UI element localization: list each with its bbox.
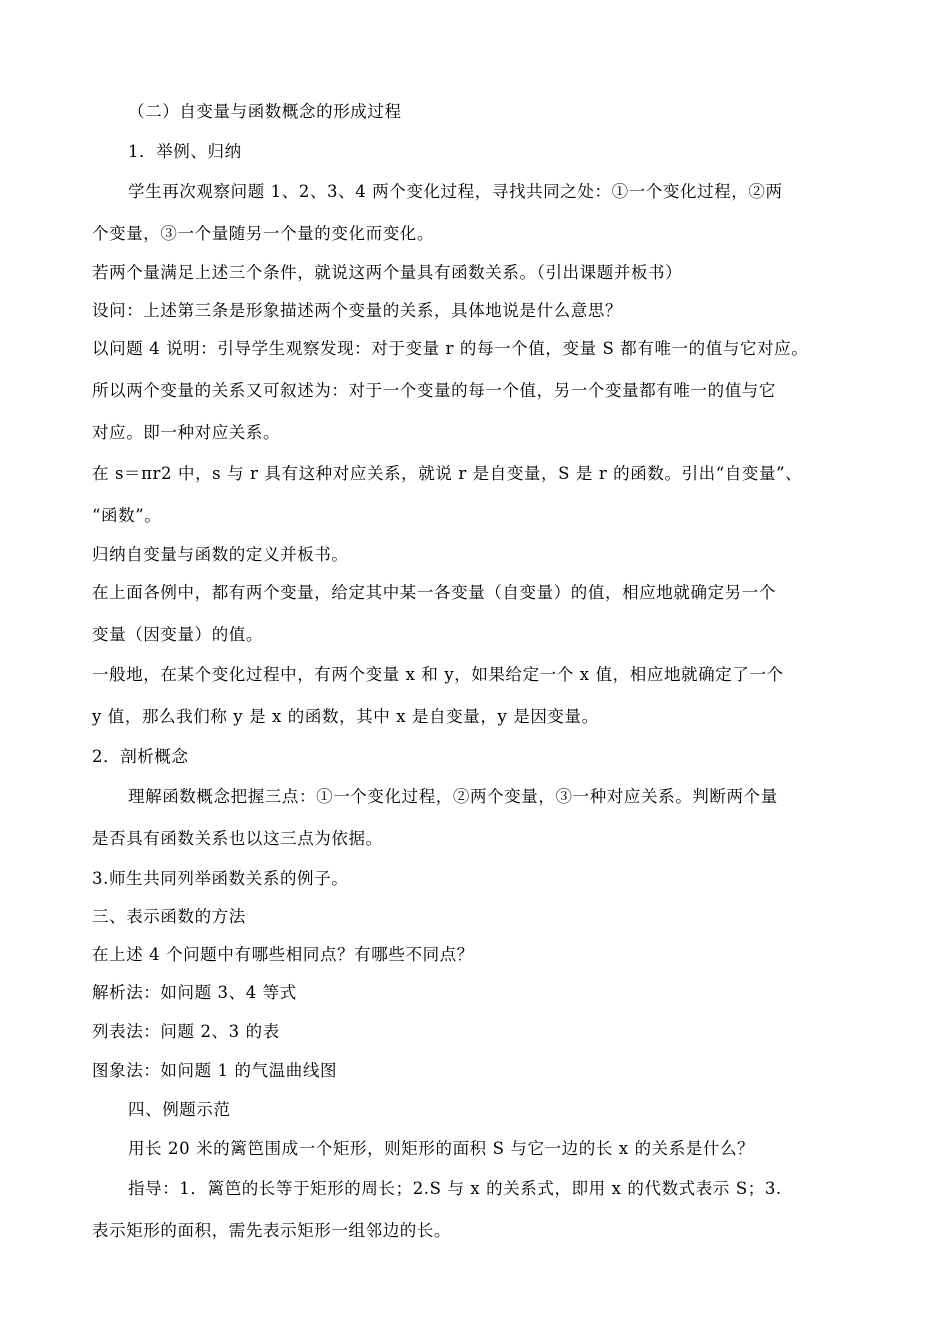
- paragraph-line: 若两个量满足上述三个条件，就说这两个量具有函数关系。（引出课题并板书）: [92, 263, 683, 282]
- section-heading-examples: 四、例题示范: [128, 1100, 231, 1119]
- paragraph-line: 变量（因变量）的值。: [92, 625, 263, 644]
- paragraph-line: 列表法：问题 2、3 的表: [92, 1022, 280, 1041]
- subheading-examples-induction: 1．举例、归纳: [128, 142, 242, 161]
- subheading-analyze-concept: 2．剖析概念: [92, 747, 189, 766]
- paragraph-line: 在上面各例中，都有两个变量，给定其中某一各变量（自变量）的值，相应地就确定另一个: [92, 583, 776, 602]
- paragraph-line: 理解函数概念把握三点：①一个变化过程，②两个变量，③一种对应关系。判断两个量: [128, 787, 778, 806]
- paragraph-line: 3.师生共同列举函数关系的例子。: [92, 869, 349, 888]
- paragraph-line: 表示矩形的面积，需先表示矩形一组邻边的长。: [92, 1221, 452, 1240]
- paragraph-line: 对应。即一种对应关系。: [92, 423, 281, 442]
- paragraph-line: 是否具有函数关系也以这三点为依据。: [92, 829, 383, 848]
- paragraph-line: 在上述 4 个问题中有哪些相同点？有哪些不同点？: [92, 945, 474, 964]
- paragraph-line: 以问题 4 说明：引导学生观察发现：对于变量 r 的每一个值，变量 S 都有唯一的值与它对应。: [92, 339, 809, 358]
- section-heading-concept-formation: （二）自变量与函数概念的形成过程: [128, 102, 402, 121]
- section-heading-representation: 三、表示函数的方法: [92, 907, 246, 926]
- paragraph-line: 归纳自变量与函数的定义并板书。: [92, 545, 349, 564]
- paragraph-line: 用长 20 米的篱笆围成一个矩形，则矩形的面积 S 与它一边的长 x 的关系是什么？: [128, 1139, 755, 1158]
- paragraph-line: 图象法：如问题 1 的气温曲线图: [92, 1061, 338, 1080]
- paragraph-line: 设问：上述第三条是形象描述两个变量的关系，具体地说是什么意思？: [92, 301, 623, 320]
- paragraph-line: “函数”。: [92, 506, 162, 525]
- paragraph-line: 一般地，在某个变化过程中，有两个变量 x 和 y，如果给定一个 x 值，相应地就确定了一个: [92, 665, 784, 684]
- paragraph-line: y 值，那么我们称 y 是 x 的函数，其中 x 是自变量，y 是因变量。: [92, 707, 599, 726]
- paragraph-line: 所以两个变量的关系又可叙述为：对于一个变量的每一个值，另一个变量都有唯一的值与它: [92, 381, 776, 400]
- paragraph-line: 个变量，③一个量随另一个量的变化而变化。: [92, 224, 434, 243]
- paragraph-line: 在 s＝πr2 中，s 与 r 具有这种对应关系，就说 r 是自变量，S 是 r 的函数。引出“自变量”、: [92, 464, 803, 483]
- paragraph-line: 学生再次观察问题 1、2、3、4 两个变化过程，寻找共同之处：①一个变化过程，②两: [128, 182, 783, 201]
- paragraph-line: 指导：1．篱笆的长等于矩形的周长；2.S 与 x 的关系式，即用 x 的代数式表示 S；3.: [128, 1179, 782, 1198]
- paragraph-line: 解析法：如问题 3、4 等式: [92, 983, 297, 1002]
